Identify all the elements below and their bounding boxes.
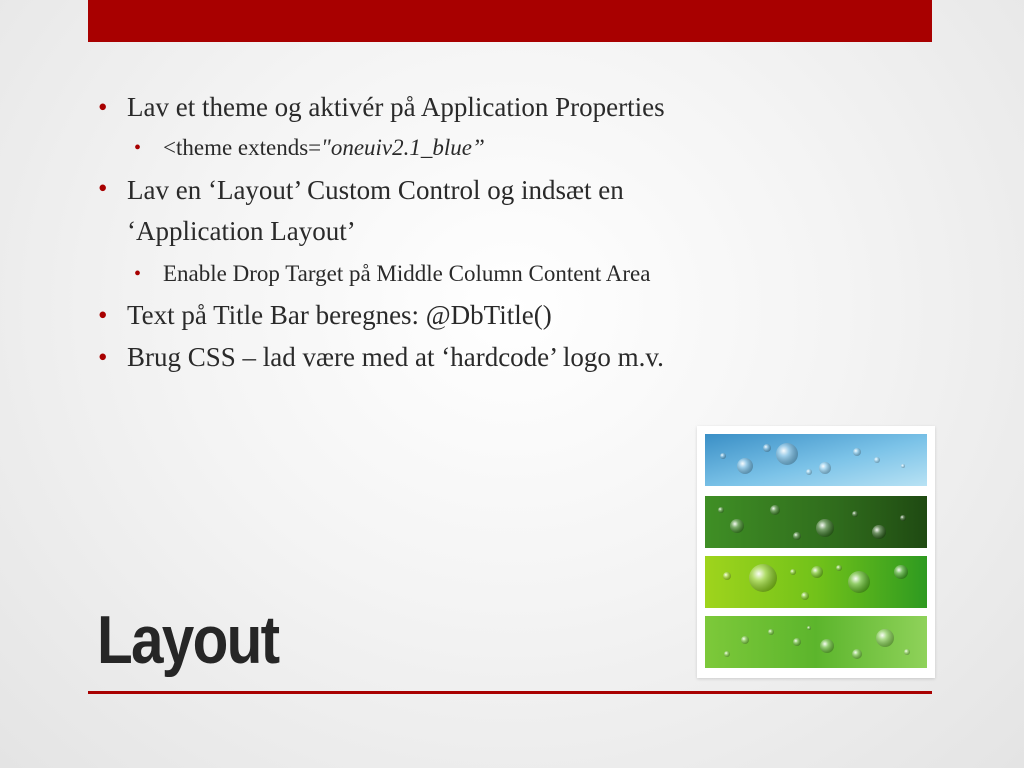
top-accent-bar (88, 0, 932, 42)
blue-banner (705, 434, 927, 486)
bullet-text-line2: ‘Application Layout’ (127, 216, 356, 246)
slide-title: Layout (97, 602, 279, 678)
sub-bullet-item (98, 128, 838, 168)
bullet-item (98, 294, 838, 336)
bullet-item (98, 168, 838, 254)
bullet-text: Text på Title Bar beregnes: @DbTitle() (127, 300, 552, 330)
lime-green-banner (705, 556, 927, 608)
bullet-text-italic: "oneuiv2.1_blue” (321, 135, 485, 160)
bullet-text: Lav et theme og aktivér på Application Properties (127, 92, 665, 122)
bullet-item (98, 336, 838, 378)
bullet-text-line1: Lav en ‘Layout’ Custom Control og indsæt en (127, 175, 624, 205)
droplet-banners-graphic (697, 426, 935, 678)
sub-bullet-item (98, 254, 838, 294)
bullet-list (98, 86, 838, 378)
bullet-item (98, 86, 838, 128)
bullet-text: Enable Drop Target på Middle Column Content Area (163, 261, 651, 286)
bullet-text: Brug CSS – lad være med at ‘hardcode’ logo m.v. (127, 342, 664, 372)
bottom-accent-rule (88, 691, 932, 694)
water-droplet-banners-image (697, 426, 935, 678)
light-green-banner (705, 616, 927, 668)
bullet-text: <theme extends= (163, 135, 322, 160)
